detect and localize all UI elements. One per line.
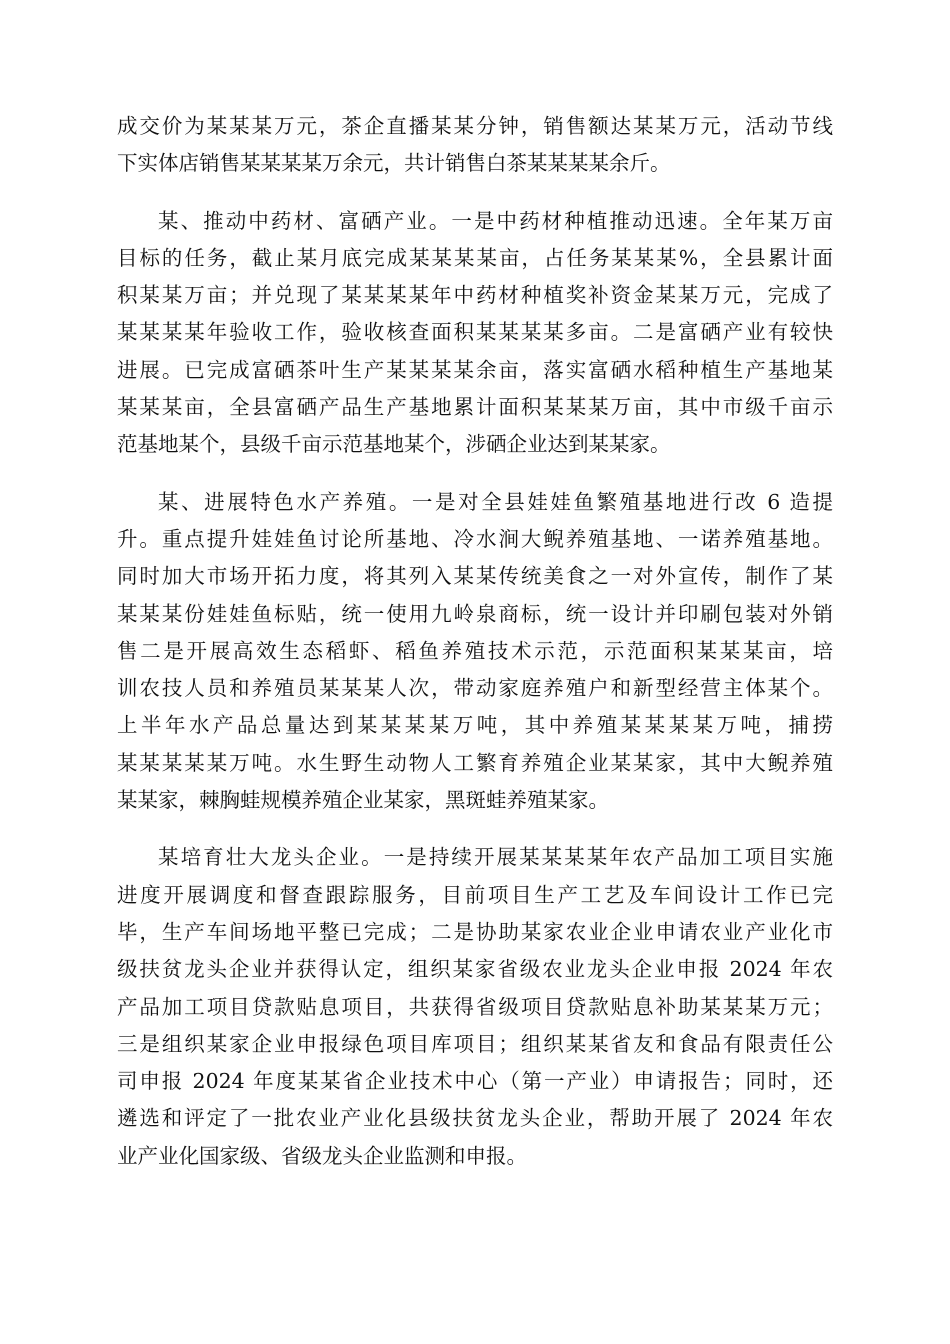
text-line: 范基地某个，县级千亩示范基地某个，涉硒企业达到某某家。 xyxy=(117,432,671,457)
text-line: 目标的任务，截止某月底完成某某某某亩，占任务某某某%，全县累计面 xyxy=(117,245,833,270)
text-line: 某某某某某万吨。水生野生动物人工繁育养殖企业某某家，其中大鲵养殖 xyxy=(117,750,833,775)
text-line: 级扶贫龙头企业并获得认定，组织某家省级农业龙头企业申报 2024 年农 xyxy=(117,957,833,982)
text-line: 某某某某年验收工作，验收核查面积某某某某多亩。二是富硒产业有较快 xyxy=(117,320,833,345)
text-line: 下实体店销售某某某某万余元，共计销售白茶某某某某余斤。 xyxy=(117,151,671,176)
text-line: 成交价为某某某万元，茶企直播某某分钟，销售额达某某万元，活动节线 xyxy=(117,114,833,138)
paragraph-sales-summary xyxy=(117,108,833,183)
text-line: 某培育壮大龙头企业。一是持续开展某某某某年农产品加工项目实施 xyxy=(158,845,833,870)
text-line: 某、进展特色水产养殖。一是对全县娃娃鱼繁殖基地进行改 6 造提 xyxy=(158,489,833,514)
text-line: 三是组织某家企业申报绿色项目库项目；组织某某省友和食品有限责任公 xyxy=(117,1031,833,1056)
paragraph-leading-enterprises xyxy=(117,839,833,1175)
text-line: 售二是开展高效生态稻虾、稻鱼养殖技术示范，示范面积某某某亩，培 xyxy=(117,638,833,663)
paragraph-herbal-selenium xyxy=(117,203,833,464)
paragraph-aquaculture xyxy=(117,484,833,820)
text-line: 训农技人员和养殖员某某某人次，带动家庭养殖户和新型经营主体某个。 xyxy=(117,676,833,701)
text-line: 进度开展调度和督查跟踪服务，目前项目生产工艺及车间设计工作已完 xyxy=(117,882,833,907)
text-line: 某某某份娃娃鱼标贴，统一使用九岭泉商标，统一设计并印刷包装对外销 xyxy=(117,601,833,626)
text-line: 升。重点提升娃娃鱼讨论所基地、冷水涧大鲵养殖基地、一诺养殖基地。 xyxy=(117,526,833,551)
text-line: 某某家，棘胸蛙规模养殖企业某家，黑斑蛙养殖某家。 xyxy=(117,788,609,813)
text-line: 上半年水产品总量达到某某某某万吨，其中养殖某某某某万吨，捕捞 xyxy=(117,713,833,738)
text-line: 某、推动中药材、富硒产业。一是中药材种植推动迅速。全年某万亩 xyxy=(158,208,833,233)
text-line: 司申报 2024 年度某某省企业技术中心（第一产业）申请报告；同时，还 xyxy=(117,1069,833,1094)
text-line: 产品加工项目贷款贴息项目，共获得省级项目贷款贴息补助某某某万元； xyxy=(117,994,833,1019)
document-body xyxy=(117,108,833,1195)
text-line: 遴选和评定了一批农业产业化县级扶贫龙头企业，帮助开展了 2024 年农 xyxy=(117,1106,833,1131)
text-line: 积某某万亩；并兑现了某某某某年中药材种植奖补资金某某万元，完成了 xyxy=(117,283,833,308)
text-line: 毕，生产车间场地平整已完成；二是协助某家农业企业申请农业产业化市 xyxy=(117,919,833,944)
text-line: 进展。已完成富硒茶叶生产某某某某余亩，落实富硒水稻种植生产基地某 xyxy=(117,357,833,382)
text-line: 某某某亩，全县富硒产品生产基地累计面积某某某万亩，其中市级千亩示 xyxy=(117,395,833,420)
text-line: 同时加大市场开拓力度，将其列入某某传统美食之一对外宣传，制作了某 xyxy=(117,564,833,589)
text-line: 业产业化国家级、省级龙头企业监测和申报。 xyxy=(117,1143,527,1168)
